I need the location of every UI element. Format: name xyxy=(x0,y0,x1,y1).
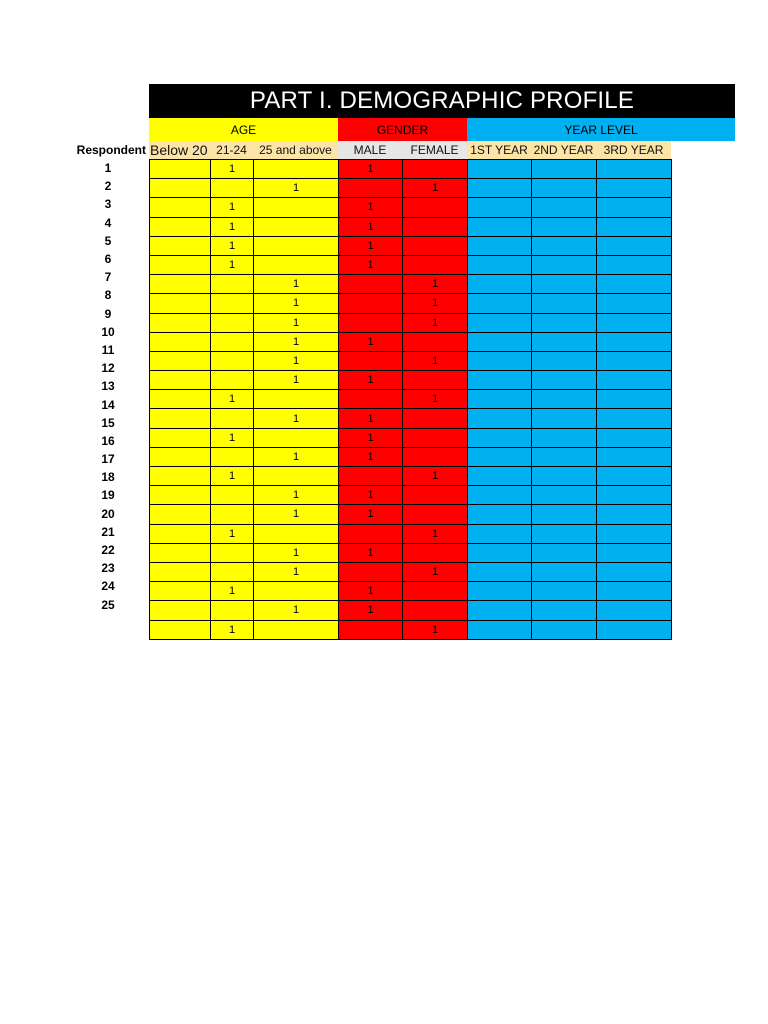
table-cell[interactable]: 1 xyxy=(254,505,339,524)
table-cell[interactable] xyxy=(468,313,532,332)
table-cell[interactable] xyxy=(339,562,403,581)
table-cell[interactable] xyxy=(597,524,672,543)
table-cell[interactable]: 1 xyxy=(254,275,339,294)
table-row xyxy=(150,486,672,505)
table-cell[interactable] xyxy=(468,543,532,562)
table-row xyxy=(150,351,672,370)
table-row xyxy=(150,255,672,274)
table-cell[interactable]: 1 xyxy=(211,467,254,486)
table-cell[interactable] xyxy=(254,467,339,486)
table-cell[interactable] xyxy=(532,160,597,179)
table-cell[interactable] xyxy=(211,371,254,390)
respondent-number: 12 xyxy=(101,361,115,376)
respondent-number: 16 xyxy=(101,433,115,448)
table-row xyxy=(150,582,672,601)
respondent-number: 4 xyxy=(104,215,112,230)
table-cell[interactable]: 1 xyxy=(254,294,339,313)
table-cell[interactable] xyxy=(211,294,254,313)
respondent-label: Respondent xyxy=(76,143,146,157)
table-cell[interactable] xyxy=(468,255,532,274)
table-cell[interactable]: 1 xyxy=(211,390,254,409)
table-cell[interactable] xyxy=(597,620,672,639)
table-cell[interactable] xyxy=(468,294,532,313)
table-row xyxy=(150,294,672,313)
table-cell[interactable]: 1 xyxy=(339,255,403,274)
table-cell[interactable] xyxy=(150,179,211,198)
table-cell[interactable] xyxy=(339,294,403,313)
col-header-female: FEMALE xyxy=(402,141,467,159)
table-cell[interactable]: 1 xyxy=(403,467,468,486)
table-cell[interactable]: 1 xyxy=(254,447,339,466)
table-cell[interactable] xyxy=(468,332,532,351)
table-cell[interactable] xyxy=(403,428,468,447)
table-cell[interactable] xyxy=(150,447,211,466)
table-cell[interactable] xyxy=(532,524,597,543)
table-cell[interactable] xyxy=(403,160,468,179)
table-cell[interactable] xyxy=(597,160,672,179)
table-cell[interactable] xyxy=(597,236,672,255)
respondent-number: 25 xyxy=(101,597,115,612)
table-cell[interactable] xyxy=(150,313,211,332)
table-row xyxy=(150,562,672,581)
col-header-1st-year: 1ST YEAR xyxy=(467,141,531,159)
table-cell[interactable] xyxy=(532,467,597,486)
table-row xyxy=(150,390,672,409)
table-cell[interactable] xyxy=(597,371,672,390)
table-cell[interactable] xyxy=(532,390,597,409)
respondent-number: 21 xyxy=(101,524,115,539)
table-cell[interactable] xyxy=(339,179,403,198)
table-cell[interactable] xyxy=(597,275,672,294)
table-row xyxy=(150,217,672,236)
table-row xyxy=(150,236,672,255)
table-cell[interactable] xyxy=(468,409,532,428)
table-cell[interactable]: 1 xyxy=(339,486,403,505)
table-cell[interactable] xyxy=(339,390,403,409)
table-cell[interactable] xyxy=(403,543,468,562)
table-cell[interactable]: 1 xyxy=(211,428,254,447)
table-cell[interactable] xyxy=(150,351,211,370)
table-cell[interactable]: 1 xyxy=(339,198,403,217)
table-row xyxy=(150,332,672,351)
table-row xyxy=(150,543,672,562)
table-cell[interactable]: 1 xyxy=(211,217,254,236)
table-cell[interactable]: 1 xyxy=(339,236,403,255)
table-cell[interactable] xyxy=(211,275,254,294)
table-cell[interactable] xyxy=(468,428,532,447)
table-cell[interactable] xyxy=(211,601,254,620)
table-cell[interactable]: 1 xyxy=(254,601,339,620)
table-cell[interactable] xyxy=(597,332,672,351)
col-header-25-and-above: 25 and above xyxy=(253,141,338,159)
table-row xyxy=(150,160,672,179)
table-cell[interactable]: 1 xyxy=(254,179,339,198)
group-header-year-level: YEAR LEVEL xyxy=(467,118,735,141)
table-cell[interactable]: 1 xyxy=(254,371,339,390)
table-cell[interactable] xyxy=(150,562,211,581)
respondent-number: 17 xyxy=(101,452,115,467)
table-cell[interactable] xyxy=(468,447,532,466)
table-row xyxy=(150,505,672,524)
table-cell[interactable]: 1 xyxy=(403,620,468,639)
table-cell[interactable] xyxy=(254,620,339,639)
table-cell[interactable] xyxy=(254,236,339,255)
table-cell[interactable] xyxy=(150,275,211,294)
table-cell[interactable]: 1 xyxy=(403,562,468,581)
table-cell[interactable]: 1 xyxy=(403,294,468,313)
table-cell[interactable] xyxy=(339,524,403,543)
table-cell[interactable]: 1 xyxy=(339,447,403,466)
table-cell[interactable] xyxy=(403,601,468,620)
table-cell[interactable] xyxy=(597,390,672,409)
table-cell[interactable]: 1 xyxy=(339,217,403,236)
table-cell[interactable]: 1 xyxy=(254,351,339,370)
table-cell[interactable] xyxy=(597,543,672,562)
table-cell[interactable] xyxy=(468,179,532,198)
col-header-3rd-year: 3RD YEAR xyxy=(596,141,671,159)
respondent-number: 22 xyxy=(101,543,115,558)
table-cell[interactable] xyxy=(468,524,532,543)
respondent-number: 15 xyxy=(101,415,115,430)
table-cell[interactable] xyxy=(532,255,597,274)
table-cell[interactable] xyxy=(150,217,211,236)
table-cell[interactable] xyxy=(468,198,532,217)
col-header-2nd-year: 2ND YEAR xyxy=(531,141,596,159)
table-cell[interactable] xyxy=(532,236,597,255)
table-cell[interactable] xyxy=(403,217,468,236)
table-cell[interactable] xyxy=(403,582,468,601)
table-cell[interactable] xyxy=(211,351,254,370)
table-row xyxy=(150,620,672,639)
table-cell[interactable] xyxy=(150,467,211,486)
table-cell[interactable] xyxy=(468,371,532,390)
group-header-age: AGE xyxy=(149,118,338,141)
table-cell[interactable] xyxy=(532,275,597,294)
table-cell[interactable] xyxy=(532,217,597,236)
table-cell[interactable] xyxy=(597,447,672,466)
table-cell[interactable] xyxy=(150,486,211,505)
table-cell[interactable] xyxy=(532,409,597,428)
table-cell[interactable] xyxy=(211,486,254,505)
table-cell[interactable] xyxy=(254,390,339,409)
respondent-number: 13 xyxy=(101,379,115,394)
table-cell[interactable] xyxy=(403,371,468,390)
table-cell[interactable] xyxy=(532,447,597,466)
respondent-number: 14 xyxy=(101,397,115,412)
table-cell[interactable]: 1 xyxy=(339,428,403,447)
table-cell[interactable]: 1 xyxy=(403,179,468,198)
table-cell[interactable]: 1 xyxy=(403,351,468,370)
table-cell[interactable] xyxy=(468,275,532,294)
table-cell[interactable] xyxy=(150,409,211,428)
table-cell[interactable] xyxy=(150,601,211,620)
col-header-male: MALE xyxy=(338,141,402,159)
table-cell[interactable] xyxy=(597,255,672,274)
table-cell[interactable] xyxy=(532,313,597,332)
table-cell[interactable] xyxy=(403,447,468,466)
table-cell[interactable] xyxy=(532,198,597,217)
table-cell[interactable] xyxy=(254,160,339,179)
table-row xyxy=(150,275,672,294)
table-cell[interactable] xyxy=(532,371,597,390)
respondent-number: 10 xyxy=(101,324,115,339)
table-cell[interactable] xyxy=(468,217,532,236)
table-cell[interactable]: 1 xyxy=(403,390,468,409)
respondent-number: 18 xyxy=(101,470,115,485)
table-cell[interactable] xyxy=(468,351,532,370)
table-cell[interactable]: 1 xyxy=(339,505,403,524)
table-cell[interactable] xyxy=(468,236,532,255)
table-cell[interactable] xyxy=(150,332,211,351)
table-cell[interactable] xyxy=(468,505,532,524)
table-cell[interactable] xyxy=(150,160,211,179)
table-cell[interactable] xyxy=(532,582,597,601)
table-cell[interactable]: 1 xyxy=(211,236,254,255)
table-cell[interactable] xyxy=(150,582,211,601)
table-cell[interactable]: 1 xyxy=(254,486,339,505)
table-cell[interactable] xyxy=(532,505,597,524)
table-cell[interactable] xyxy=(150,294,211,313)
table-row xyxy=(150,179,672,198)
col-header-below-20: Below 20 xyxy=(149,141,210,159)
table-row xyxy=(150,198,672,217)
table-cell[interactable]: 1 xyxy=(339,332,403,351)
table-cell[interactable]: 1 xyxy=(211,198,254,217)
respondent-number: 24 xyxy=(101,579,115,594)
table-cell[interactable] xyxy=(150,390,211,409)
table-row xyxy=(150,447,672,466)
table-cell[interactable] xyxy=(150,428,211,447)
table-cell[interactable] xyxy=(254,524,339,543)
table-cell[interactable] xyxy=(254,582,339,601)
table-cell[interactable] xyxy=(532,332,597,351)
table-cell[interactable] xyxy=(150,505,211,524)
table-cell[interactable] xyxy=(211,543,254,562)
table-cell[interactable] xyxy=(468,486,532,505)
table-row xyxy=(150,428,672,447)
group-header-gender: GENDER xyxy=(338,118,467,141)
table-row xyxy=(150,409,672,428)
table-cell[interactable] xyxy=(597,467,672,486)
table-cell[interactable] xyxy=(597,351,672,370)
table-cell[interactable] xyxy=(150,255,211,274)
respondent-number-column xyxy=(80,159,136,614)
table-cell[interactable]: 1 xyxy=(254,562,339,581)
respondent-number: 3 xyxy=(104,197,112,212)
sheet-title: PART I. DEMOGRAPHIC PROFILE xyxy=(149,84,735,118)
table-cell[interactable]: 1 xyxy=(254,332,339,351)
table-cell[interactable] xyxy=(211,562,254,581)
table-cell[interactable]: 1 xyxy=(254,313,339,332)
table-cell[interactable] xyxy=(403,236,468,255)
table-cell[interactable] xyxy=(532,620,597,639)
table-cell[interactable]: 1 xyxy=(211,255,254,274)
table-cell[interactable]: 1 xyxy=(339,601,403,620)
table-cell[interactable] xyxy=(532,428,597,447)
table-cell[interactable] xyxy=(339,275,403,294)
table-cell[interactable] xyxy=(254,255,339,274)
table-cell[interactable]: 1 xyxy=(211,524,254,543)
table-cell[interactable]: 1 xyxy=(339,409,403,428)
table-cell[interactable] xyxy=(150,620,211,639)
table-cell[interactable] xyxy=(403,505,468,524)
table-cell[interactable] xyxy=(468,467,532,486)
table-cell[interactable] xyxy=(597,562,672,581)
table-cell[interactable]: 1 xyxy=(339,371,403,390)
respondent-number: 11 xyxy=(101,342,115,357)
table-cell[interactable] xyxy=(597,505,672,524)
table-cell[interactable] xyxy=(532,486,597,505)
table-cell[interactable] xyxy=(211,409,254,428)
table-cell[interactable] xyxy=(597,198,672,217)
table-row xyxy=(150,371,672,390)
table-cell[interactable] xyxy=(150,543,211,562)
table-cell[interactable] xyxy=(597,179,672,198)
table-cell[interactable] xyxy=(597,486,672,505)
table-cell[interactable]: 1 xyxy=(254,543,339,562)
col-header-21-24: 21-24 xyxy=(210,141,253,159)
table-cell[interactable] xyxy=(597,601,672,620)
table-cell[interactable] xyxy=(468,620,532,639)
table-cell[interactable] xyxy=(532,179,597,198)
table-cell[interactable] xyxy=(597,428,672,447)
table-cell[interactable] xyxy=(211,505,254,524)
table-cell[interactable] xyxy=(468,601,532,620)
table-cell[interactable] xyxy=(403,409,468,428)
respondent-number: 20 xyxy=(101,506,115,521)
table-cell[interactable] xyxy=(468,562,532,581)
table-cell[interactable] xyxy=(597,582,672,601)
table-cell[interactable]: 1 xyxy=(339,582,403,601)
table-cell[interactable] xyxy=(597,313,672,332)
respondent-number: 5 xyxy=(104,233,112,248)
table-cell[interactable] xyxy=(403,198,468,217)
respondent-number: 19 xyxy=(101,488,115,503)
table-cell[interactable]: 1 xyxy=(254,409,339,428)
table-cell[interactable]: 1 xyxy=(403,524,468,543)
table-row xyxy=(150,467,672,486)
table-cell[interactable] xyxy=(211,179,254,198)
table-cell[interactable] xyxy=(211,447,254,466)
table-cell[interactable]: 1 xyxy=(211,582,254,601)
table-cell[interactable] xyxy=(597,294,672,313)
table-cell[interactable] xyxy=(211,332,254,351)
table-cell[interactable]: 1 xyxy=(339,160,403,179)
table-cell[interactable]: 1 xyxy=(211,620,254,639)
table-cell[interactable]: 1 xyxy=(403,313,468,332)
table-cell[interactable] xyxy=(532,562,597,581)
table-cell[interactable] xyxy=(254,198,339,217)
table-cell[interactable] xyxy=(339,313,403,332)
table-cell[interactable]: 1 xyxy=(403,275,468,294)
table-cell[interactable] xyxy=(468,160,532,179)
table-cell[interactable] xyxy=(150,524,211,543)
table-row xyxy=(150,313,672,332)
respondent-number: 7 xyxy=(104,270,112,285)
table-cell[interactable] xyxy=(403,332,468,351)
table-cell[interactable] xyxy=(254,217,339,236)
table-cell[interactable] xyxy=(468,390,532,409)
demographic-table xyxy=(149,159,672,640)
respondent-number: 1 xyxy=(104,161,112,176)
table-cell[interactable] xyxy=(403,255,468,274)
table-cell[interactable]: 1 xyxy=(211,160,254,179)
table-row xyxy=(150,601,672,620)
respondent-number: 6 xyxy=(104,252,112,267)
table-cell[interactable] xyxy=(403,486,468,505)
respondent-number: 2 xyxy=(104,179,112,194)
table-cell[interactable] xyxy=(339,351,403,370)
respondent-number: 8 xyxy=(104,288,112,303)
respondent-number: 9 xyxy=(104,306,112,321)
table-cell[interactable] xyxy=(597,217,672,236)
table-cell[interactable] xyxy=(532,543,597,562)
table-cell[interactable] xyxy=(150,371,211,390)
table-cell[interactable] xyxy=(211,313,254,332)
table-cell[interactable] xyxy=(597,409,672,428)
table-cell[interactable] xyxy=(532,294,597,313)
table-cell[interactable]: 1 xyxy=(339,543,403,562)
table-cell[interactable] xyxy=(339,467,403,486)
table-cell[interactable] xyxy=(150,236,211,255)
table-cell[interactable] xyxy=(150,198,211,217)
table-cell[interactable] xyxy=(339,620,403,639)
table-cell[interactable] xyxy=(254,428,339,447)
table-cell[interactable] xyxy=(532,601,597,620)
table-cell[interactable] xyxy=(468,582,532,601)
table-cell[interactable] xyxy=(532,351,597,370)
table-row xyxy=(150,524,672,543)
respondent-number: 23 xyxy=(101,561,115,576)
